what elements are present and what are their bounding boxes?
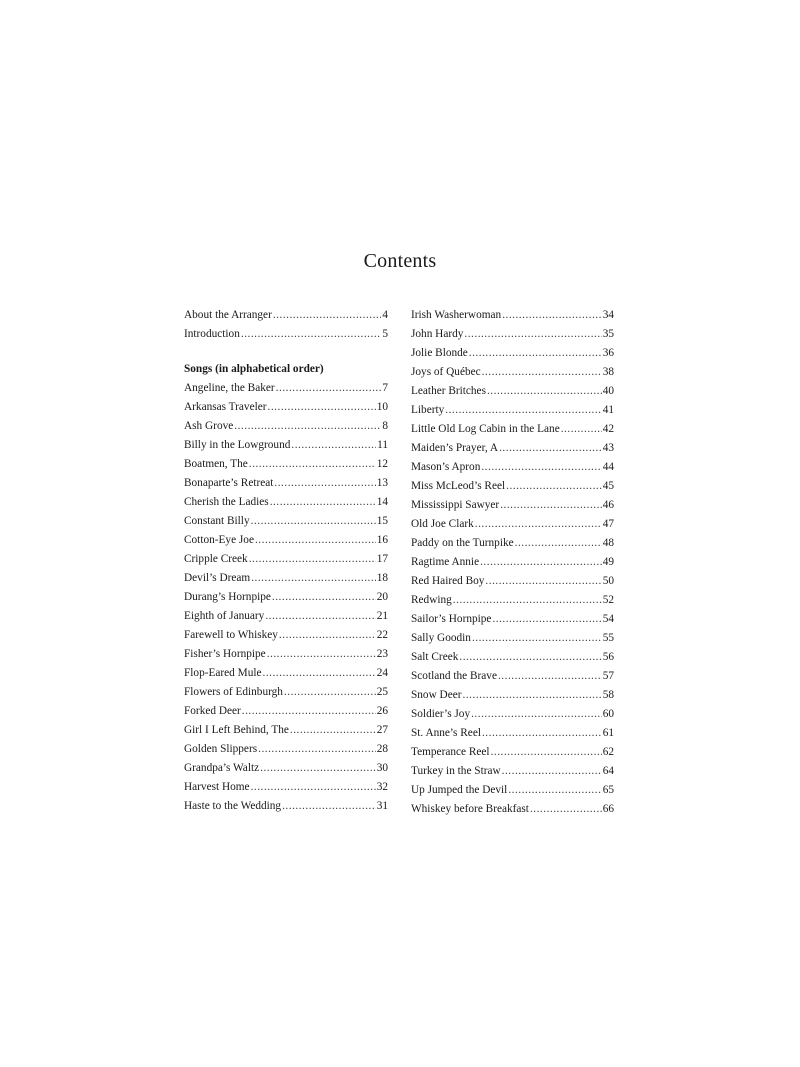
entry-page-number: 26 — [376, 705, 388, 717]
dot-leader — [463, 686, 602, 705]
page-title: Contents — [363, 250, 437, 272]
dot-leader — [234, 417, 381, 436]
entry-title: Scotland the Brave — [411, 670, 497, 682]
toc-entry — [184, 721, 388, 740]
entry-page-number: 32 — [376, 781, 388, 793]
entry-title: Introduction — [184, 328, 240, 340]
toc-right-column — [411, 306, 614, 819]
dot-leader — [251, 512, 376, 531]
dot-leader — [251, 778, 376, 797]
toc-entry — [184, 683, 388, 702]
entry-page-number: 10 — [376, 401, 388, 413]
entry-title: Sally Goodin — [411, 632, 471, 644]
entry-title: Joys of Québec — [411, 366, 481, 378]
entry-page-number: 36 — [602, 347, 614, 359]
toc-entry — [411, 382, 614, 401]
entry-title: Cotton-Eye Joe — [184, 534, 254, 546]
entry-page-number: 8 — [382, 420, 388, 432]
toc-entry — [411, 325, 614, 344]
entry-title: Durang’s Hornpipe — [184, 591, 271, 603]
dot-leader — [487, 382, 602, 401]
dot-leader — [506, 477, 602, 496]
dot-leader — [445, 401, 601, 420]
toc-entry — [184, 417, 388, 436]
dot-leader — [242, 702, 376, 721]
dot-leader — [480, 553, 602, 572]
toc-entry — [411, 420, 614, 439]
entry-title: Snow Deer — [411, 689, 462, 701]
dot-leader — [272, 588, 376, 607]
entry-page-number: 14 — [376, 496, 388, 508]
entry-title: Mason’s Apron — [411, 461, 481, 473]
toc-entry — [184, 759, 388, 778]
dot-leader — [499, 439, 602, 458]
toc-entry — [184, 493, 388, 512]
entry-page-number: 17 — [376, 553, 388, 565]
entry-page-number: 23 — [376, 648, 388, 660]
entry-title: Angeline, the Baker — [184, 382, 275, 394]
toc-entry — [411, 477, 614, 496]
toc-entry — [411, 591, 614, 610]
entry-page-number: 13 — [376, 477, 388, 489]
entry-title: Paddy on the Turnpike — [411, 537, 514, 549]
toc-entry — [411, 781, 614, 800]
dot-leader — [270, 493, 376, 512]
entry-page-number: 49 — [602, 556, 614, 568]
toc-entry — [411, 629, 614, 648]
toc-entry — [411, 458, 614, 477]
dot-leader — [472, 629, 602, 648]
toc-entry — [184, 474, 388, 493]
toc-entry — [411, 439, 614, 458]
entry-page-number: 25 — [376, 686, 388, 698]
dot-leader — [265, 607, 375, 626]
toc-entry — [411, 762, 614, 781]
entry-page-number: 7 — [382, 382, 388, 394]
dot-leader — [491, 743, 602, 762]
dot-leader — [471, 705, 602, 724]
entry-page-number: 31 — [376, 800, 388, 812]
toc-entry — [184, 550, 388, 569]
dot-leader — [485, 572, 601, 591]
entry-page-number: 35 — [602, 328, 614, 340]
dot-leader — [482, 363, 602, 382]
toc-entry — [411, 686, 614, 705]
entry-title: Ash Grove — [184, 420, 234, 432]
entry-title: Miss McLeod’s Reel — [411, 480, 506, 492]
entry-title: Cripple Creek — [184, 553, 248, 565]
entry-page-number: 20 — [376, 591, 388, 603]
toc-entry — [411, 610, 614, 629]
toc-entry — [184, 588, 388, 607]
toc-entry — [184, 664, 388, 683]
entry-title: Temperance Reel — [411, 746, 490, 758]
entry-page-number: 38 — [602, 366, 614, 378]
dot-leader — [508, 781, 601, 800]
entry-page-number: 54 — [602, 613, 614, 625]
entry-title: Up Jumped the Devil — [411, 784, 508, 796]
entry-page-number: 64 — [602, 765, 614, 777]
entry-title: Golden Slippers — [184, 743, 258, 755]
toc-entry — [184, 626, 388, 645]
toc-entry — [411, 515, 614, 534]
entry-title: About the Arranger — [184, 309, 272, 321]
entry-page-number: 66 — [602, 803, 614, 815]
toc-entry — [411, 306, 614, 325]
entry-page-number: 16 — [376, 534, 388, 546]
toc-left-column — [184, 306, 388, 816]
entry-title: Harvest Home — [184, 781, 250, 793]
entry-page-number: 60 — [602, 708, 614, 720]
entry-page-number: 41 — [602, 404, 614, 416]
dot-leader — [530, 800, 602, 819]
dot-leader — [291, 436, 376, 455]
toc-entry — [411, 534, 614, 553]
entry-title: Leather Britches — [411, 385, 486, 397]
entry-title: Haste to the Wedding — [184, 800, 282, 812]
toc-entry — [184, 778, 388, 797]
dot-leader — [502, 306, 602, 325]
entry-page-number: 42 — [602, 423, 614, 435]
dot-leader — [500, 496, 602, 515]
toc-entry — [184, 379, 388, 398]
toc-entry — [184, 455, 388, 474]
entry-title: Girl I Left Behind, The — [184, 724, 289, 736]
toc-entry — [184, 306, 388, 325]
entry-page-number: 61 — [602, 727, 614, 739]
entry-title: Turkey in the Straw — [411, 765, 501, 777]
toc-entry — [411, 553, 614, 572]
toc-entry — [184, 512, 388, 531]
songs-list-left — [184, 379, 388, 816]
entry-page-number: 52 — [602, 594, 614, 606]
entry-title: Farewell to Whiskey — [184, 629, 278, 641]
entry-title: Maiden’s Prayer, A — [411, 442, 499, 454]
entry-title: Boatmen, The — [184, 458, 248, 470]
dot-leader — [284, 683, 376, 702]
entry-title: Grandpa’s Waltz — [184, 762, 260, 774]
toc-entry — [411, 496, 614, 515]
entry-page-number: 22 — [376, 629, 388, 641]
entry-page-number: 45 — [602, 480, 614, 492]
entry-page-number: 34 — [602, 309, 614, 321]
dot-leader — [453, 591, 602, 610]
toc-entry — [184, 607, 388, 626]
dot-leader — [464, 325, 601, 344]
toc-entry — [411, 344, 614, 363]
entry-page-number: 30 — [376, 762, 388, 774]
entry-title: Old Joe Clark — [411, 518, 474, 530]
toc-entry — [184, 325, 388, 344]
dot-leader — [276, 379, 382, 398]
entry-page-number: 43 — [602, 442, 614, 454]
toc-entry — [411, 800, 614, 819]
dot-leader — [268, 398, 376, 417]
toc-entry — [411, 743, 614, 762]
entry-title: Devil’s Dream — [184, 572, 251, 584]
entry-title: Flop-Eared Mule — [184, 667, 262, 679]
entry-title: Bonaparte’s Retreat — [184, 477, 274, 489]
toc-entry — [184, 569, 388, 588]
dot-leader — [498, 667, 602, 686]
entry-page-number: 21 — [376, 610, 388, 622]
entry-page-number: 47 — [602, 518, 614, 530]
dot-leader — [251, 569, 376, 588]
entry-title: Billy in the Lowground — [184, 439, 291, 451]
entry-title: Whiskey before Breakfast — [411, 803, 529, 815]
dot-leader — [274, 474, 375, 493]
dot-leader — [279, 626, 376, 645]
entry-title: Little Old Log Cabin in the Lane — [411, 423, 560, 435]
toc-entry — [411, 648, 614, 667]
toc-entry — [411, 572, 614, 591]
toc-entry — [184, 797, 388, 816]
entry-title: Redwing — [411, 594, 452, 606]
dot-leader — [258, 740, 376, 759]
entry-title: Cherish the Ladies — [184, 496, 269, 508]
toc-entry — [411, 724, 614, 743]
entry-page-number: 57 — [602, 670, 614, 682]
entry-title: Irish Washerwoman — [411, 309, 502, 321]
dot-leader — [260, 759, 376, 778]
entry-page-number: 56 — [602, 651, 614, 663]
entry-page-number: 50 — [602, 575, 614, 587]
entry-page-number: 46 — [602, 499, 614, 511]
dot-leader — [241, 325, 381, 344]
entry-title: Liberty — [411, 404, 445, 416]
dot-leader — [561, 420, 602, 439]
entry-page-number: 58 — [602, 689, 614, 701]
toc-entry — [184, 645, 388, 664]
dot-leader — [515, 534, 602, 553]
entry-page-number: 15 — [376, 515, 388, 527]
toc-entry — [411, 401, 614, 420]
toc-entry — [411, 705, 614, 724]
entry-page-number: 40 — [602, 385, 614, 397]
dot-leader — [249, 550, 376, 569]
entry-title: Eighth of January — [184, 610, 265, 622]
dot-leader — [469, 344, 602, 363]
dot-leader — [282, 797, 376, 816]
entry-title: Arkansas Traveler — [184, 401, 267, 413]
songs-section-heading: Songs (in alphabetical order) — [184, 363, 324, 375]
section-gap — [184, 344, 388, 360]
toc-entry — [184, 436, 388, 455]
dot-leader — [255, 531, 376, 550]
entry-page-number: 44 — [602, 461, 614, 473]
dot-leader — [481, 458, 601, 477]
front-matter-list — [184, 306, 388, 344]
toc-entry — [184, 740, 388, 759]
entry-title: John Hardy — [411, 328, 464, 340]
dot-leader — [273, 306, 382, 325]
entry-page-number: 27 — [376, 724, 388, 736]
dot-leader — [459, 648, 601, 667]
entry-page-number: 4 — [382, 309, 388, 321]
entry-title: Sailor’s Hornpipe — [411, 613, 492, 625]
toc-entry — [411, 667, 614, 686]
dot-leader — [249, 455, 376, 474]
entry-page-number: 28 — [376, 743, 388, 755]
entry-title: Salt Creek — [411, 651, 459, 663]
entry-title: Ragtime Annie — [411, 556, 480, 568]
entry-page-number: 12 — [376, 458, 388, 470]
entry-page-number: 62 — [602, 746, 614, 758]
dot-leader — [482, 724, 602, 743]
entry-title: Soldier’s Joy — [411, 708, 471, 720]
entry-title: St. Anne’s Reel — [411, 727, 481, 739]
entry-page-number: 48 — [602, 537, 614, 549]
dot-leader — [492, 610, 601, 629]
entry-page-number: 55 — [602, 632, 614, 644]
songs-list-right — [411, 306, 614, 819]
entry-page-number: 65 — [602, 784, 614, 796]
entry-title: Fisher’s Hornpipe — [184, 648, 266, 660]
toc-entry — [184, 702, 388, 721]
entry-title: Jolie Blonde — [411, 347, 468, 359]
toc-entry — [184, 398, 388, 417]
dot-leader — [267, 645, 376, 664]
entry-page-number: 18 — [376, 572, 388, 584]
entry-title: Constant Billy — [184, 515, 250, 527]
entry-title: Forked Deer — [184, 705, 241, 717]
toc-entry — [411, 363, 614, 382]
toc-entry — [184, 531, 388, 550]
entry-page-number: 5 — [382, 328, 388, 340]
entry-title: Flowers of Edinburgh — [184, 686, 283, 698]
dot-leader — [290, 721, 376, 740]
dot-leader — [475, 515, 602, 534]
entry-title: Mississippi Sawyer — [411, 499, 500, 511]
entry-title: Red Haired Boy — [411, 575, 485, 587]
entry-page-number: 11 — [377, 439, 388, 451]
dot-leader — [502, 762, 602, 781]
dot-leader — [263, 664, 376, 683]
entry-page-number: 24 — [376, 667, 388, 679]
